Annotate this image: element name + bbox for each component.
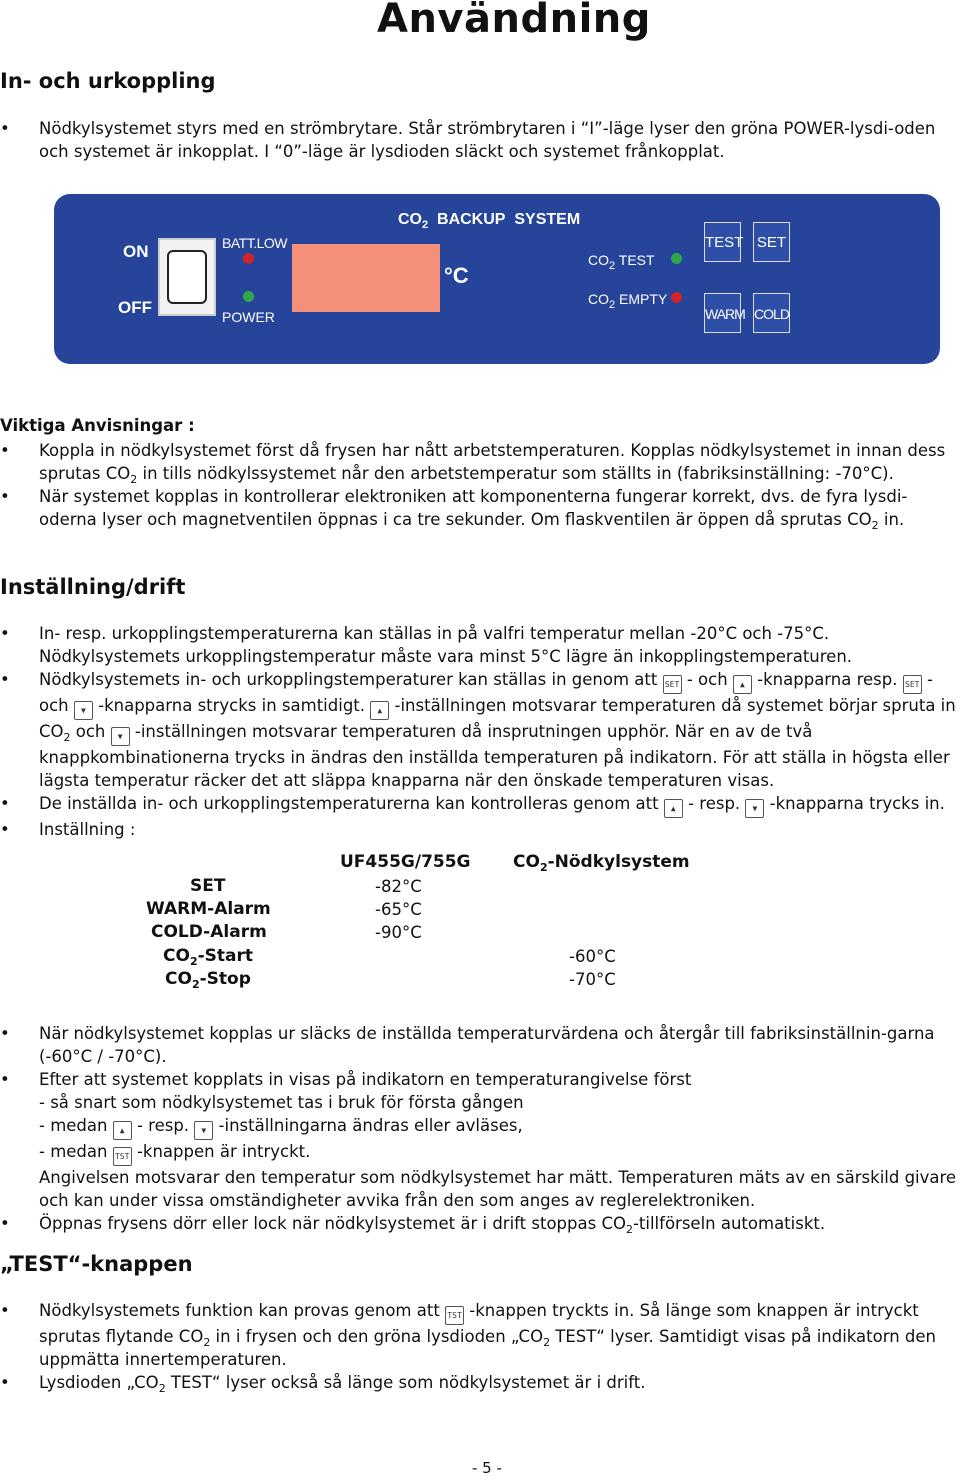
batt-low-led xyxy=(243,253,254,264)
section-heading-installning-drift: Inställning/drift xyxy=(0,575,186,599)
table-cell: -65°C xyxy=(375,900,422,919)
line: - medan ▲ - resp. ▼ -inställningarna ändras eller avläses, xyxy=(39,1114,960,1140)
page-number: - 5 - xyxy=(472,1459,502,1477)
notes-list xyxy=(0,439,960,531)
set-button[interactable]: SET xyxy=(753,222,790,262)
warm-icon: ▲ xyxy=(113,1121,132,1140)
panel-title: $CO_2$ BACKUP SYSTEM xyxy=(398,211,581,231)
section2-bullet: • In- resp. urkopplingstemperaturerna kan ställas in på valfri temperatur mellan -20°C och -75°C. Nödkylsystemets urkopplingstemperatur måste vara minst 5°C lägre än inkopplingstemperaturen. xyxy=(0,622,960,668)
line: Angivelsen motsvarar den temperatur som nödkylsystemet har mätt. Temperaturen mäts av en särskild givare och kan under vissa omständigheter avvika från den som anges av reglerelektroniken. xyxy=(39,1168,957,1210)
section3-bullet xyxy=(0,1068,960,1212)
table-cell: -60°C xyxy=(569,947,616,966)
section2-bullet: • De inställda in- och urkopplingstemperaturerna kan kontrolleras genom att ▲ - resp. ▼ -knapparna trycks in. xyxy=(0,792,960,818)
table-row-label: WARM-Alarm xyxy=(146,899,271,919)
table-cell: -82°C xyxy=(375,877,422,896)
section3-list xyxy=(0,1022,960,1235)
switch-rocker xyxy=(167,250,207,304)
table-row-label: $CO_2$-Start xyxy=(163,946,254,968)
warm-icon: ▲ xyxy=(370,701,389,720)
power-label: POWER xyxy=(222,309,275,325)
batt-low-label: BATT.LOW xyxy=(222,235,287,251)
section-heading-in-och-urkoppling: In- och urkoppling xyxy=(0,69,216,93)
note-item: • Koppla in nödkylsystemet först då frysen har nått arbetstemperaturen. Kopplas nödkylsystemet in innan dess sprutas $CO_2$ in tills nödkylssystemet når den arbetstemperatur som ställts in (fabriksinställning: -70°C). xyxy=(0,439,960,485)
set-icon: SET xyxy=(903,675,922,694)
temperature-display xyxy=(292,244,440,312)
warm-icon: ▲ xyxy=(664,799,683,818)
table-row-label: COLD-Alarm xyxy=(151,922,267,942)
warm-icon: ▲ xyxy=(733,675,752,694)
co2-empty-label: $CO_2$ EMPTY xyxy=(588,291,668,311)
co2-empty-led xyxy=(671,292,682,303)
set-icon: SET xyxy=(663,675,682,694)
section2-bullet: • Nödkylsystemets in- och urkopplingstemperaturer kan ställas in genom att SET - och ▲ -knapparna resp. SET - och ▼ -knapparna strycks in samtidigt. ▲ -inställningen motsvarar temperaturen då systemet börjar spruta in $CO_2$ och ▼ -inställningen motsvarar temperaturen då insprutningen upphör. När en av de två knappkombinationerna trycks in ändras den inställda temperaturen på indikatorn. För att ställa in högsta eller lägsta temperatur räcker det att släppa knapparna när den önskade temperaturen visas. xyxy=(0,668,960,792)
co2-backup-control-panel xyxy=(54,194,940,364)
page-title: Användning xyxy=(377,0,651,42)
section-heading-test-knappen: „TEST“-knappen xyxy=(0,1252,193,1276)
section3-bullet: • Öppnas frysens dörr eller lock när nödkylsystemet är i drift stoppas $CO_2$-tillförseln automatiskt. xyxy=(0,1212,960,1235)
section2-list xyxy=(0,622,960,841)
section1-bullet: • Nödkylsystemet styrs med en strömbrytare. Står strömbrytaren i “I”-läge lyser den gröna POWER-lysdi-oden och systemet är inkopplat. I “0”-läge är lysdioden släckt och systemet frånkopplat. xyxy=(0,117,960,163)
cold-icon: ▼ xyxy=(745,799,764,818)
cold-icon: ▼ xyxy=(74,701,93,720)
section2-bullet: • Inställning : xyxy=(0,818,960,841)
test-button[interactable]: TEST xyxy=(704,222,741,262)
table-col2-header: $CO_2$-Nödkylsystem xyxy=(513,852,690,874)
power-led xyxy=(243,291,254,302)
line: - så snart som nödkylsystemet tas i bruk för första gången xyxy=(39,1093,524,1112)
cold-button[interactable]: COLD xyxy=(753,293,790,333)
test-icon: TST xyxy=(113,1147,132,1166)
section3-bullet: • När nödkylsystemet kopplas ur släcks de inställda temperaturvärdena och återgår till fabriksinställnin-garna (-60°C / -70°C). xyxy=(0,1022,960,1068)
on-label: ON xyxy=(123,242,149,261)
off-label: OFF xyxy=(118,298,152,317)
table-col1-header: UF455G/755G xyxy=(340,852,471,872)
table-row-label: $CO_2$-Stop xyxy=(165,969,251,991)
section4-bullet: • Lysdioden $„CO_2$ TEST“ lyser också så länge som nödkylsystemet är i drift. xyxy=(0,1371,960,1394)
table-cell: -90°C xyxy=(375,923,422,942)
co2-test-label: $CO_2$ TEST xyxy=(588,252,655,272)
table-cell: -70°C xyxy=(569,970,616,989)
cold-icon: ▼ xyxy=(111,727,130,746)
line: - medan TST -knappen är intryckt. xyxy=(39,1140,960,1166)
section4-bullet: • Nödkylsystemets funktion kan provas genom att TST -knappen tryckts in. Så länge som knappen är intryckt sprutas flytande $CO_2$ in i frysen och den gröna lysdioden $„CO_2$ TEST“ lyser. Samtidigt visas på indikatorn den uppmätta innertemperaturen. xyxy=(0,1299,960,1371)
warm-button[interactable]: WARM xyxy=(704,293,741,333)
power-switch[interactable] xyxy=(158,238,216,316)
section4-list xyxy=(0,1299,960,1394)
note-item: • När systemet kopplas in kontrollerar elektroniken att komponenterna fungerar korrekt, dvs. de fyra lysdi-oderna lyser och magnetventilen öppnas i ca tre sekunder. Om flaskventilen är öppen då sprutas $CO_2$ in. xyxy=(0,485,960,531)
test-icon: TST xyxy=(445,1306,464,1325)
unit-label: °C xyxy=(444,263,469,288)
cold-icon: ▼ xyxy=(194,1121,213,1140)
table-row-label: SET xyxy=(190,876,226,896)
co2-test-led xyxy=(671,253,682,264)
line: • Efter att systemet kopplats in visas på indikatorn en temperaturangivelse först xyxy=(39,1070,692,1089)
section1-list xyxy=(0,117,960,163)
notes-heading: Viktiga Anvisningar : xyxy=(0,416,195,435)
